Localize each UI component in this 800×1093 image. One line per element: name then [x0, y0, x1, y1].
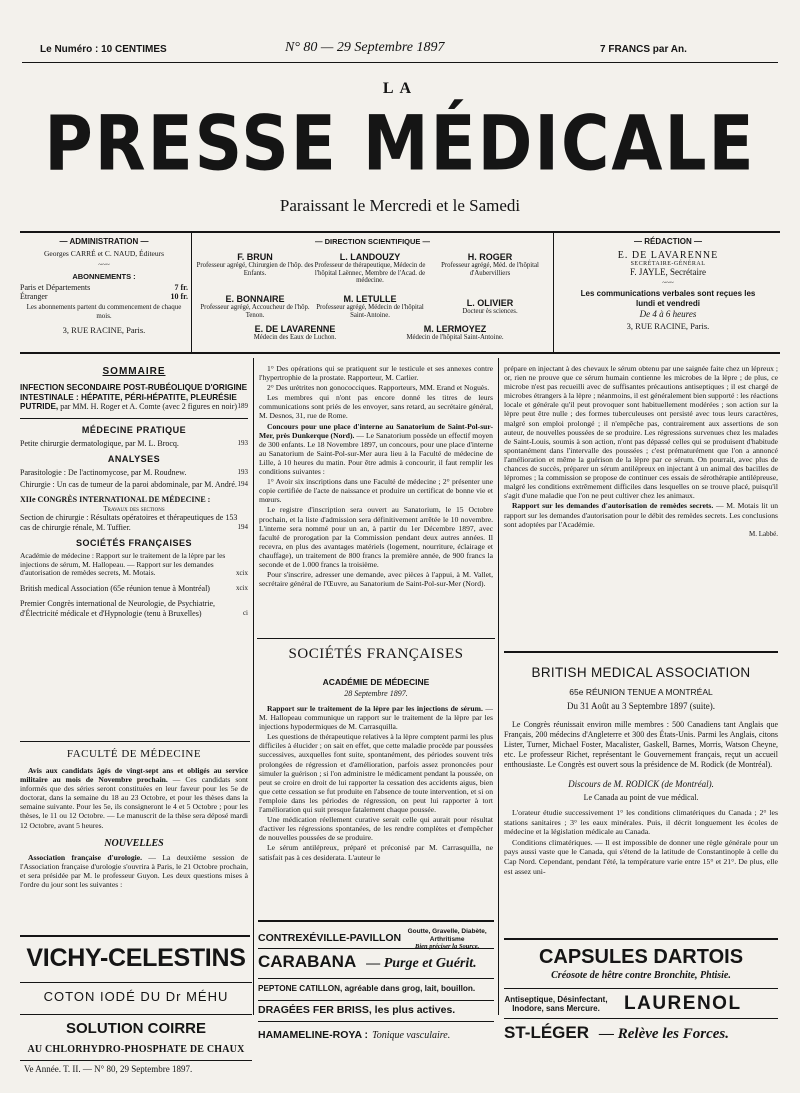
redaction-secretary: F. JAYLE, Secrétaire [630, 266, 706, 277]
ad-coirre-sub: AU CHLORHYDRO-PHOSPHATE DE CHAUX [27, 1044, 245, 1055]
redaction-address: 3, RUE RACINE, Paris. [626, 321, 710, 331]
sommaire-medecine-pratique: MÉDECINE PRATIQUE [81, 424, 187, 435]
ad-contrex: CONTREXÉVILLE-PAVILLON Goutte, Gravelle, Diabète, Arthritisme Bien préciser la Source. [258, 920, 494, 951]
footer-issue: Ve Année. T. II. — N° 80, 29 Septembre 1897. [24, 1064, 193, 1074]
ad-hamameline: HAMAMELINE-ROYA : Tonique vasculaire. [258, 1021, 494, 1043]
academie-heading: ACADÉMIE DE MÉDECINE [322, 677, 430, 687]
redaction-chief: E. DE LAVARENNE [617, 249, 719, 261]
redaction-heading: RÉDACTION [644, 237, 692, 246]
director-lermoyez: M. LERMOYEZ Médecin de l'hôpital Saint-Antoine. [406, 324, 504, 341]
bma-section: BRITISH MEDICAL ASSOCIATION 65e RÉUNION TENUE A MONTRÉAL Du 31 Août au 3 Septembre 1897 (suite). Le Congrès réunissait environ mille membres : 500 Canadiens tant Anglais que Français, 200 médecins d'Angleterre et 300 des États-Unis. Parmi les Anglais, citons Lister, Turner, Michael Foster, Macalister, Gaskell, Barnes, Morris, Watson Cheyne, etc. Le professeur Richet, représentant le Gouvernement français, reçut un accueil enthousiaste. Le Congrès est ouvert sous la présidence de M. Rodick (de Montréal). Discours de M. RODICK (de Montréal). Le Canada au point de vue médical. L'orateur étudie successivement 1° les conditions climatériques du Canada ; 2° les stations sanitaires ; 3° les eaux minérales. Puis, il décrit longuement les écoles de médecine et la législation médicale au Canada. Conditions climatériques. — Il est impossible de donner une règle générale pour un pays aussi vaste que le Canada, qui s'étend de la latitude de Constantinople à celle du Cap Nord. Cependant, pendant l'été, la température varie entre 15° et 21°. De plus, elle est assez uni- [504, 651, 778, 877]
ad-catillon: PEPTONE CATILLON, agréable dans grog, lait, bouillon. [258, 978, 494, 993]
ad-brissas: DRAGÉES FER BRISS, les plus actives. [258, 1000, 494, 1016]
faculte-lead: Avis aux candidats âgés de vingt-sept ans et obligés au service militaire au mois de Novembre prochain. [20, 766, 248, 785]
ad-carabana: CARABANA — Purge et Guérit. [258, 948, 494, 972]
academie-date: 28 Septembre 1897. [344, 689, 408, 698]
sommaire-item: Académie de médecine : Rapport sur le traitement de la lèpre par les injections de sérum, M. Hallopeau. — Rapport sur les demandes d'autorisation de remèdes secrets, M. Motais. xcix [20, 551, 248, 577]
sommaire-analyses: ANALYSES [107, 454, 161, 464]
sommaire [20, 366, 248, 624]
redaction-note: Les communications verbales sont reçues les lundi et vendredi [580, 289, 756, 308]
ad-vichy: VICHY-CELESTINS [26, 944, 246, 972]
bma-dates: Du 31 Août au 3 Septembre 1897 (suite). [567, 701, 715, 711]
bma-heading: BRITISH MEDICAL ASSOCIATION [531, 665, 751, 680]
abonnements-heading: ABONNEMENTS : [72, 271, 136, 281]
sommaire-item: Chirurgie : Un cas de tumeur de la paroi abdominale, par M. André. 194 [20, 479, 248, 489]
ad-dartois-sub: Créosote de hêtre contre Bronchite, Phtisie. [551, 970, 731, 981]
faculte-body: — Ces candidats sont informés que des séries seront constituées en leur faveur pour les 5e de doctorat, dans la semaine du 18 au 23 Octobre, et pour les thèses dans la semaine suivante. Pour les 5e, ils consigneront le 4 et 5 Octobre ; pour les thèses, le 11 ou 12 Octobre. — Le manuscrit de la thèse sera déposé mardi 12 Octobre, avant 5 heures. [20, 775, 248, 830]
sommaire-item: British medical Association (65e réunion tenue à Montréal) xcix [20, 583, 248, 593]
bma-sub: 65e RÉUNION TENUE A MONTRÉAL [569, 687, 713, 697]
director-olivier: L. OLIVIER Docteur ès sciences. [462, 298, 518, 315]
paris-label: Paris et Départements [20, 283, 91, 292]
sommaire-societes: SOCIÉTÉS FRANÇAISES [75, 538, 192, 548]
abonnements-note: Les abonnements partent du commencement de chaque mois. [26, 303, 182, 320]
director-bonnaire: E. BONNAIRE Professeur agrégé, Accoucheur de l'hôp. Tenon. [200, 294, 310, 319]
etranger-price: 10 fr. [170, 291, 188, 301]
editors: Georges CARRÉ et C. NAUD, Éditeurs [43, 248, 165, 258]
director-brun: F. BRUN Professeur agrégé, Chirurgien de l'hôp. des Enfants. [196, 252, 314, 277]
redaction-hours: De 4 à 6 heures [639, 309, 697, 319]
ad-stleger: ST-LÉGER — Relève les Forces. [504, 1018, 778, 1043]
column-3-top: prépare en injectant à des chevaux le sérum obtenu par une saignée faite chez un lépreux ; or, rien ne prouve que ce sérum humain contienne les microbes de la lèpre ; de plus, ce microbe n'est pas recueilli avec de suffisantes précautions antiseptiques ; il est chargé de microbes étrangers à la lèpre ; néanmoins, il est généralement bien supporté : les réactions locale et générale qu'il peut provoquer sont habituellement modérées ; son action sur la lèpre peut être nulle ; des formes tuberculeuses ont persisté avec tous leurs caractères, malgré son emploi prolongé ; il n'empêche pas, contrairement aux assertions de son auteur, de nouvelles poussées de se produire. Les régressions survenues chez les malades de Saint-Louis, soumis à son action, n'ont pas dépassé celles qui se produisent d'habitude spontanément dans l'intervalle des poussées ; c'est prématurément que l'on a annoncé l'amélioration et même la guérison de la lèpre par ce sérum. On pourrait, avec plus de chances de succès, préparer un sérum antilépreux en injectant à un animal des bacilles de lépromes ; la commission se propose de continuer ces essais de sérothérapie antilépreuse, malgré les conditions extrêmement difficiles dans lesquelles on se trouve placé, puisqu'il s'agit d'une maladie que l'on ne peut cultiver chez les animaux. Rapport sur les demandes d'autorisation de remèdes secrets. — M. Motais lit un rapport sur les demandes d'autorisation pour le débit des remèdes secrets. Les conclusions sont adoptées par l'Académie. M. Labbé. [504, 364, 779, 538]
paris-price: 7 fr. [174, 283, 188, 292]
price-label: Le Numéro : 10 CENTIMES [40, 44, 167, 55]
issue-number: N° 80 — 29 Septembre 1897 [285, 40, 445, 55]
nouvelles-body: — La deuxième session de l'Association française d'urologie s'ouvrira à Paris, le 21 Octobre prochain, et sera présidée par M. le professeur Guyon. Les deux questions mises à l'ordre du jour sont les suivantes : [20, 852, 248, 889]
nouvelles-heading: NOUVELLES [104, 837, 164, 849]
director-landouzy: L. LANDOUZY Professeur de thérapeutique, Médecin de l'hôpital Laënnec, Membre de l'Acad. de médecine. [314, 252, 426, 284]
ad-laurenol: Antiseptique, Désinfectant, Inodore, sans Mercure. LAURENOL [504, 988, 778, 1015]
sommaire-item: Premier Congrès international de Neurologie, de Psychiatrie, d'Électricité médicale et d'Hypnologie (tenu à Bruxelles) ci [20, 599, 248, 618]
sommaire-travaux: Travaux des sections [103, 504, 165, 513]
faculte-section [20, 748, 248, 890]
nouvelles-lead: Association française d'urologie. [28, 852, 143, 862]
direction-heading: DIRECTION SCIENTIFIQUE [324, 237, 421, 246]
administration-box: — ADMINISTRATION — Georges CARRÉ et C. NAUD, Éditeurs ~~~ ABONNEMENTS : Paris et Départements 7 fr. Étranger 10 fr. Les abonnements partent du commencement de chaque mois. 3, RUE RACINE, Paris. [20, 237, 188, 335]
sommaire-heading: SOMMAIRE [102, 366, 166, 377]
societes-heading: SOCIÉTÉS FRANÇAISES [288, 646, 464, 662]
masthead-tagline: Paraissant le Mercredi et le Samedi [279, 196, 521, 215]
ad-coton: COTON IODÉ DU Dr MÉHU [20, 982, 252, 1004]
faculte-heading: FACULTÉ DE MÉDECINE [66, 748, 202, 760]
administration-address: 3, RUE RACINE, Paris. [62, 325, 146, 335]
column-2-top: 1° Des opérations qui se pratiquent sur le testicule et ses annexes contre l'hypertrophie de la prostate. Rapporteur, M. Carlier. 2° Des urétrites non gonococciques. Rapporteurs, MM. Erand et Noguès. Les membres qui n'ont pas encore donné les titres de leurs communications sont priés de les envoyer, sans retard, au secrétaire général, M. Desnos, 31, rue de Rome. Concours pour une place d'interne au Sanatorium de Saint-Pol-sur-Mer, près Dunkerque (Nord). — Le Sanatorium possède un effectif moyen de 300 enfants. Le 18 Novembre 1897, un concours, pour une place d'interne au Sanatorium de Saint-Pol-sur-Mer aura lieu à la Faculté de médecine de Lille, à 10 heures du matin. Pour être admis à concourir, il faut remplir les conditions suivantes : 1° Avoir six inscriptions dans une Faculté de médecine ; 2° présenter une copie certifiée de l'acte de naissance et produire un certificat de bonne vie et mœurs. Le registre d'inscription sera ouvert au Sanatorium, le 15 Octobre prochain, et la liste d'admission sera définitivement arrêtée le 10 novembre. L'interne sera nommé pour un an, à partir du 1er Décembre 1897, avec faculté de prorogation par la Commission pendant deux autres années. Il recevra, en plus des avantages matériels (logement, nourriture, éclairage et chauffage), un traitement de 800 francs la première année, de 900 francs la seconde et de 1.000 francs la troisième. Pour s'inscrire, adresser une demande, avec pièces à l'appui, à M. Vallet, secrétaire général de l'Œuvre, au Sanatorium de Saint-Pol-sur-Mer (Nord). [259, 364, 493, 589]
ad-coirre: SOLUTION COIRRE [20, 1014, 252, 1037]
bma-canada: Le Canada au point de vue médical. [583, 793, 699, 802]
director-letulle: M. LETULLE Professeur agrégé, Médecin de l'hôpital Saint-Antoine. [316, 294, 424, 319]
administration-heading: ADMINISTRATION [69, 237, 139, 246]
director-de-lavarenne: E. DE LAVARENNE Médecin des Eaux de Luchon. [253, 324, 337, 341]
director-roger: H. ROGER Professeur agrégé, Méd. de l'hôpital d'Aubervilliers [441, 252, 539, 277]
sommaire-item: Parasitologie : De l'actinomycose, par M. Roudnew. 193 [20, 468, 248, 477]
sommaire-lead: INFECTION SECONDAIRE POST-RUBÉOLIQUE D'ORIGINE INTESTINALE : HÉPATITE, PÉRI-HÉPATITE, PLEURÉSIE PUTRIDE, par MM. H. Roger et A. Comte (avec 2 figures en noir) 189 [20, 383, 248, 411]
redaction-box: — RÉDACTION — E. DE LAVARENNE SECRÉTAIRE-GÉNÉRAL F. JAYLE, Secrétaire ~~~ Les communications verbales sont reçues les lundi et vendredi De 4 à 6 heures 3, RUE RACINE, Paris. [557, 238, 779, 331]
ad-dartois: CAPSULES DARTOIS [504, 938, 778, 969]
etranger-label: Étranger [20, 291, 48, 301]
masthead-title: PRESSE MÉDICALE [44, 99, 756, 188]
sommaire-item: Section de chirurgie : Résultats opératoires et thérapeutiques de 153 cas de chirurgie rénale, M. Tuffier. 194 [20, 513, 248, 532]
societes-section: SOCIÉTÉS FRANÇAISES ACADÉMIE DE MÉDECINE 28 Septembre 1897. Rapport sur le traitement de la lèpre par les injections de sérum. — M. Hallopeau communique un rapport sur le traitement de la lèpre par les injections hypodermiques de M. Carrasquilla. Les questions de thérapeutique relatives à la lèpre comptent parmi les plus difficiles à élucider ; on sait en effet, que cette maladie procède par poussées successives, auxquelles font suite, spontanément, des périodes souvent très prolongées de régression et d'amélioration, parfois assez prononcées pour simuler la guérison ; si l'on administre le médicament pendant la poussée, on peut se croire en droit de lui rapporter la cessation des accidents aigus, bien que cette cessation se fut produite en l'absence de toute intervention, et si on l'emploie dans les périodes de régression, on peut lui rapporter à tort l'amélioration qui suit presque fatalement chaque poussée. Une médication réellement curative serait celle qui aurait pour résultat d'activer les régressions spontanées, de les rendre complètes et d'empêcher de nouvelles poussées de se produire. Le sérum antilépreux, préparé et préconisé par M. Carrasquilla, ne satisfait pas à ces desiderata. L'auteur le [259, 646, 493, 862]
subscription-price: 7 FRANCS par An. [600, 44, 687, 55]
sommaire-congres: XIIe CONGRÈS INTERNATIONAL DE MÉDECINE : [20, 495, 211, 504]
masthead-article: LA [382, 80, 418, 97]
sommaire-item: Petite chirurgie dermatologique, par M. L. Brocq. 193 [20, 438, 248, 448]
redaction-chief-title: SECRÉTAIRE-GÉNÉRAL [630, 260, 706, 267]
bma-discours: Discours de M. RODICK (de Montréal). [568, 779, 714, 789]
